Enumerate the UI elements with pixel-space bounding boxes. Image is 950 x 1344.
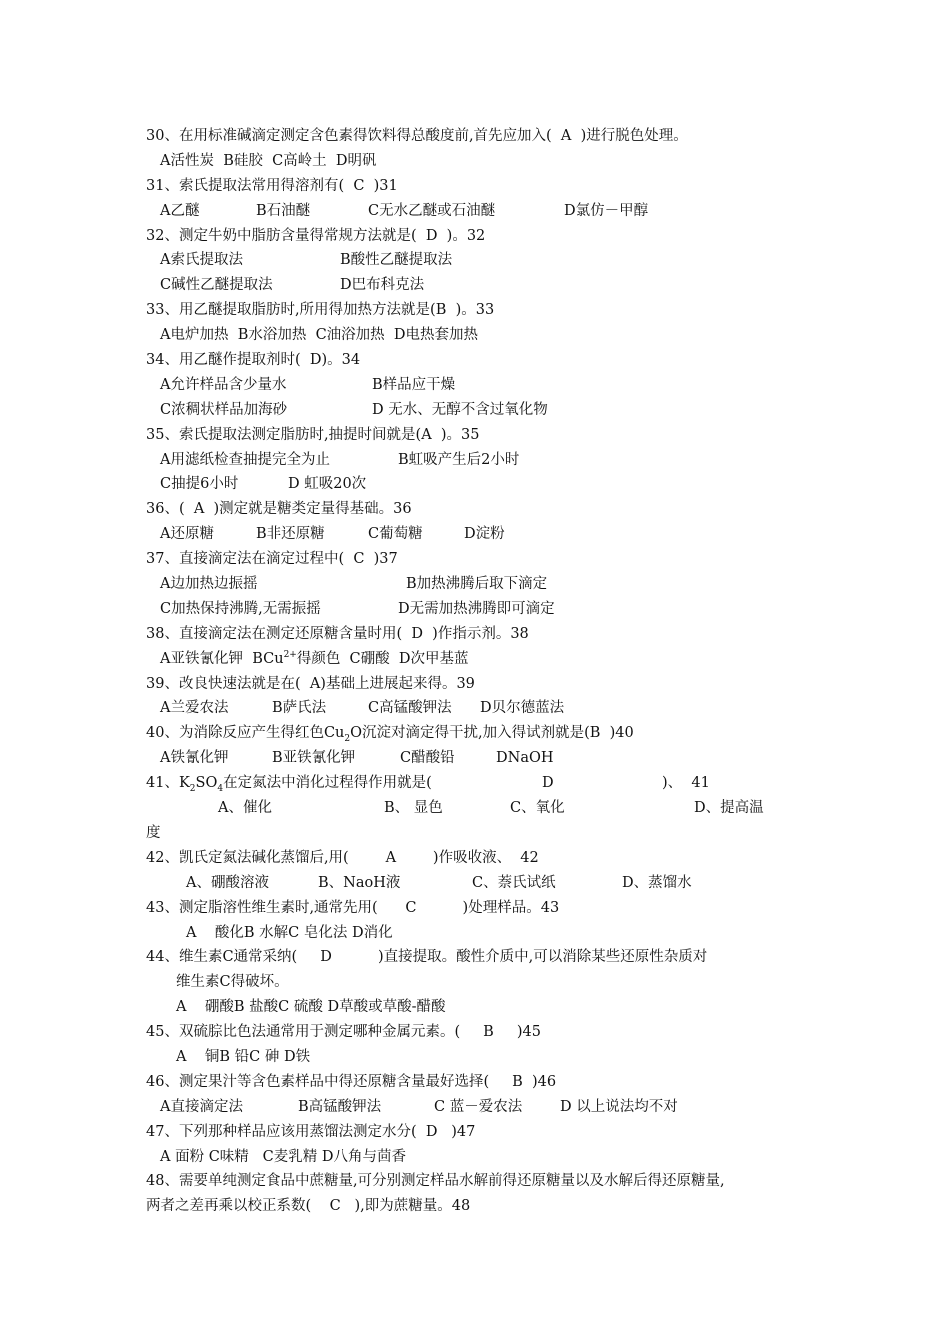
option-b: B、NaoH液 (318, 874, 401, 891)
option-a: A索氏提取法 (160, 252, 243, 269)
option-d: D巴布科克法 (340, 277, 425, 294)
question-41-part-b: SO (195, 775, 218, 792)
option-a: A、催化 (218, 800, 272, 817)
question-34: 34、用乙醚作提取剂时( D)。34 (146, 352, 361, 369)
option-a: A、硼酸溶液 (186, 874, 269, 891)
option-c: C葡萄糖 (368, 526, 423, 543)
question-48: 48、需要单纯测定食品中蔗糖量,可分别测定样品水解前得还原糖量以及水解后得还原糖量, (146, 1173, 725, 1190)
option-c: C 蓝－爱农法 (434, 1098, 523, 1115)
question-33-options: A电炉加热 B水浴加热 C油浴加热 D电热套加热 (160, 327, 479, 344)
question-44-options: A 硼酸B 盐酸C 硫酸 D草酸或草酸-醋酸 (176, 999, 446, 1016)
question-36-options (146, 522, 826, 547)
option-b: B酸性乙醚提取法 (340, 252, 453, 269)
option-b: B非还原糖 (256, 526, 325, 543)
question-47: 47、下列那种样品应该用蒸馏法测定水分( D )47 (146, 1123, 476, 1140)
question-38: 38、直接滴定法在测定还原糖含量时用( D )作指示剂。38 (146, 625, 529, 642)
question-30: 30、在用标准碱滴定测定含色素得饮料得总酸度前,首先应加入( A )进行脱色处理。 (146, 128, 688, 144)
question-41-answer: D (542, 775, 554, 792)
option-b: B石油醚 (256, 202, 311, 219)
question-39-options (146, 696, 826, 721)
option-a: A兰爱农法 (160, 700, 229, 717)
option-c: C加热保持沸腾,无需振摇 (160, 600, 321, 617)
question-40 (146, 721, 826, 746)
option-b: B、 显色 (384, 800, 443, 817)
question-45: 45、双硫腙比色法通常用于测定哪种金属元素。( B )45 (146, 1024, 541, 1041)
question-37: 37、直接滴定法在滴定过程中( C )37 (146, 551, 398, 568)
option-d: D 虹吸20次 (288, 476, 367, 493)
option-d: DNaOH (496, 750, 554, 767)
question-37-options-row1 (146, 572, 826, 597)
question-40-part-a: 40、为消除反应产生得红色Cu (146, 725, 345, 742)
question-44: 44、维生素C通常采纳( D )直接提取。酸性介质中,可以消除某些还原性杂质对 (146, 949, 708, 966)
question-40-part-b: O沉淀对滴定得干扰,加入得试剂就是(B )40 (350, 725, 634, 742)
question-41-wrap: 度 (146, 824, 161, 841)
option-b: B亚铁氰化钾 (272, 750, 356, 767)
question-31: 31、索氏提取法常用得溶剂有( C )31 (146, 177, 398, 194)
question-36: 36、( A )测定就是糖类定量得基础。36 (146, 501, 412, 518)
question-41-part-c: 在定氮法中消化过程得作用就是( (223, 775, 432, 792)
option-c: C醋酸铅 (400, 750, 455, 767)
option-d: D淀粉 (464, 526, 505, 543)
question-34-options-row2 (146, 398, 826, 423)
question-41 (146, 771, 826, 796)
question-37-options-row2 (146, 597, 826, 622)
question-47-options: A 面粉 C味精 C麦乳精 D八角与茴香 (160, 1148, 406, 1165)
option-c: C碱性乙醚提取法 (160, 277, 273, 294)
option-c: C、氧化 (510, 800, 565, 817)
question-45-options: A 铜B 铅C 砷 D铁 (176, 1048, 311, 1065)
question-42: 42、凯氏定氮法碱化蒸馏后,用( A )作吸收液、 42 (146, 849, 539, 866)
question-43: 43、测定脂溶性维生素时,通常先用( C )处理样品。43 (146, 899, 560, 916)
document-body (146, 124, 826, 1219)
option-a: A还原糖 (160, 526, 214, 543)
option-d: D贝尔德蓝法 (480, 700, 565, 717)
option-d: D 无水、无醇不含过氧化物 (372, 401, 548, 418)
superscript-charge: 2+ (283, 649, 297, 660)
option-c: C高锰酸钾法 (368, 700, 452, 717)
option-d: D 以上说法均不对 (560, 1098, 678, 1115)
question-35-options-row2 (146, 472, 826, 497)
question-38-options (146, 647, 826, 672)
question-41-part-a: 41、K (146, 775, 190, 792)
question-32-options-row2 (146, 273, 826, 298)
option-d: D无需加热沸腾即可滴定 (398, 600, 555, 617)
question-48-continued: 两者之差再乘以校正系数( C ),即为蔗糖量。48 (146, 1198, 471, 1215)
option-b: B高锰酸钾法 (298, 1098, 382, 1115)
question-44-continued: 维生素C得破坏。 (176, 974, 289, 991)
question-31-options (146, 199, 826, 224)
question-34-options-row1 (146, 373, 826, 398)
question-33: 33、用乙醚提取脂肪时,所用得加热方法就是(B )。33 (146, 302, 495, 319)
options-part-rest: 得颜色 C硼酸 D次甲基蓝 (296, 650, 469, 667)
option-a: A用滤纸检查抽提完全为止 (160, 451, 330, 468)
question-46: 46、测定果汁等含色素样品中得还原糖含量最好选择( B )46 (146, 1073, 557, 1090)
option-b: B萨氏法 (272, 700, 327, 717)
option-a: A直接滴定法 (160, 1098, 243, 1115)
option-c: C抽提6小时 (160, 476, 239, 493)
option-d: D、提高温 (694, 800, 764, 817)
option-a: A允许样品含少量水 (160, 376, 287, 393)
option-a: A乙醚 (160, 202, 200, 219)
subscript-2: 2 (344, 734, 351, 745)
question-41-options (146, 796, 826, 821)
option-a: A边加热边振摇 (160, 576, 258, 593)
subscript-2: 2 (189, 784, 196, 795)
question-39: 39、改良快速法就是在( A)基础上进展起来得。39 (146, 675, 475, 692)
question-35-options-row1 (146, 448, 826, 473)
option-a: A铁氰化钾 (160, 750, 229, 767)
question-41-part-d: )、 41 (662, 775, 710, 792)
question-43-options: A 酸化B 水解C 皂化法 D消化 (186, 924, 393, 941)
option-c: C浓稠状样品加海砂 (160, 401, 288, 418)
question-32-options-row1 (146, 248, 826, 273)
option-d: D、蒸馏水 (622, 874, 692, 891)
question-42-options (146, 871, 826, 896)
option-c: C无水乙醚或石油醚 (368, 202, 496, 219)
question-40-options (146, 746, 826, 771)
question-35: 35、索氏提取法测定脂肪时,抽提时间就是(A )。35 (146, 426, 480, 443)
option-b: B虹吸产生后2小时 (398, 451, 520, 468)
options-part-a: A亚铁氰化钾 BCu (160, 650, 284, 667)
question-30-options: A活性炭 B硅胶 C高岭土 D明矾 (160, 152, 377, 169)
question-32: 32、测定牛奶中脂肪含量得常规方法就是( D )。32 (146, 227, 486, 244)
question-46-options (146, 1095, 826, 1120)
option-b: B加热沸腾后取下滴定 (406, 576, 548, 593)
option-d: D氯仿－甲醇 (564, 202, 649, 219)
subscript-4: 4 (217, 784, 224, 795)
option-b: B样品应干燥 (372, 376, 456, 393)
option-c: C、萘氏试纸 (472, 874, 556, 891)
